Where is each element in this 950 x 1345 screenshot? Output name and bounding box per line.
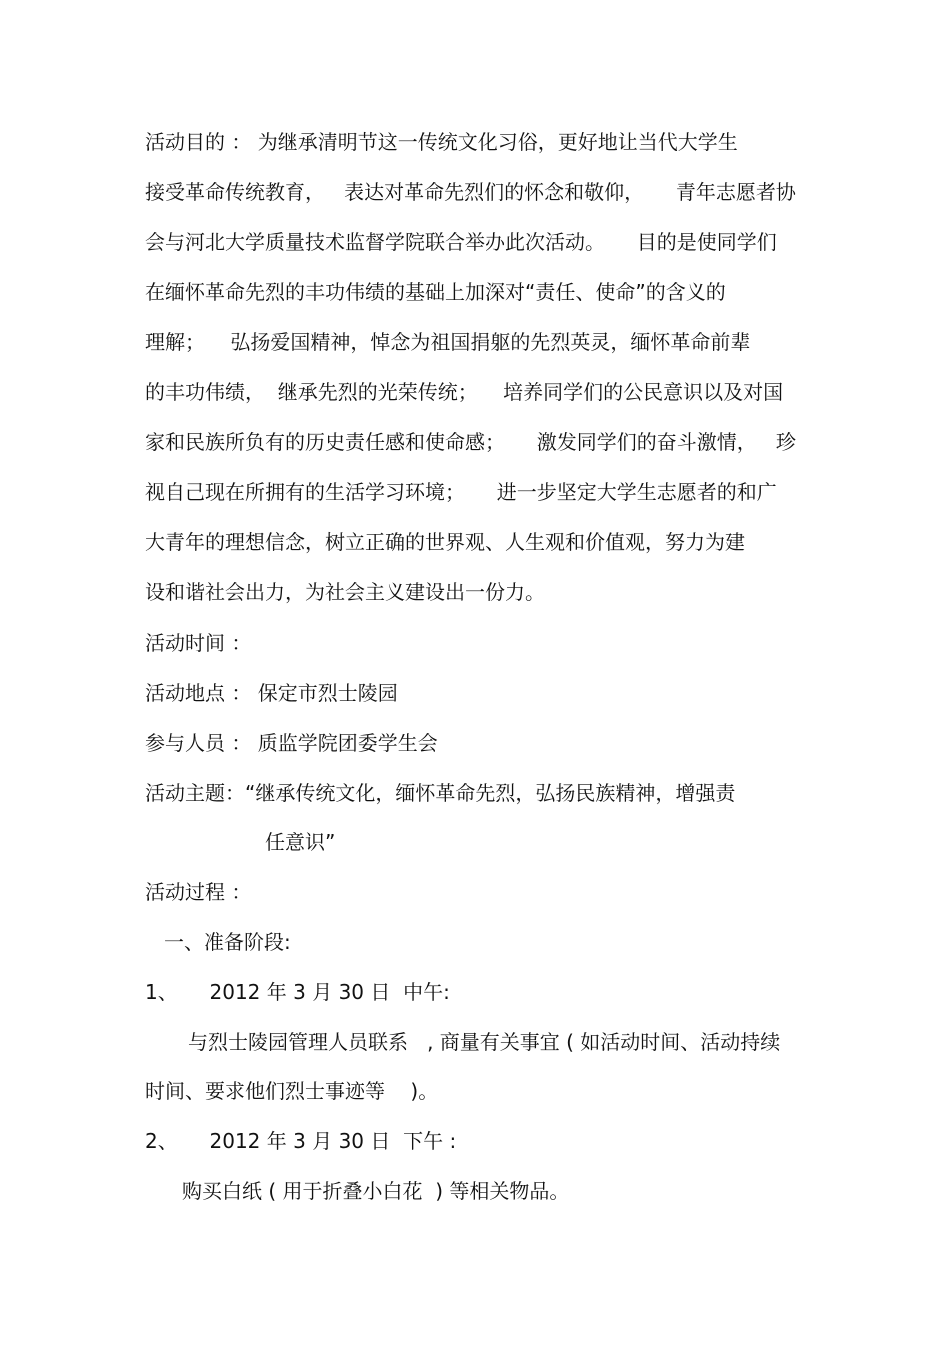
purpose-line-10: 设和谐社会出力，为社会主义建设出一份力。 [145,580,545,604]
step2-text: 购买白纸 ( 用于折叠小白花 ) 等相关物品。 [182,1179,570,1203]
stage-heading: 一、准备阶段: [164,930,291,954]
purpose-line-2: 接受革命传统教育， 表达对革命先烈们的怀念和敬仰， 青年志愿者协 [145,180,796,204]
purpose-line-3: 会与河北大学质量技术监督学院联合举办此次活动。 目的是使同学们 [145,230,777,254]
activity-time-label: 活动时间 ： [145,631,252,655]
purpose-line-5: 理解； 弘扬爱国精神，悼念为祖国捐躯的先烈英灵，缅怀革命前辈 [145,330,751,354]
theme-line-2: 任意识” [265,830,336,854]
theme-line-1: 活动主题：“继承传统文化，缅怀革命先烈，弘扬民族精神，增强责 [145,781,736,805]
step1-text-line-1: 与烈士陵园管理人员联系 , 商量有关事宜 ( 如活动时间、活动持续 [188,1030,781,1054]
step2-heading: 2、 2012 年 3 月 30 日 下午 : [145,1129,457,1153]
purpose-line-9: 大青年的理想信念，树立正确的世界观、人生观和价值观，努力为建 [145,530,745,554]
purpose-line-8: 视自己现在所拥有的生活学习环境； 进一步坚定大学生志愿者的和广 [145,480,777,504]
activity-location-line: 活动地点 ： 保定市烈士陵园 [145,681,398,705]
purpose-line-4: 在缅怀革命先烈的丰功伟绩的基础上加深对“责任、使命”的含义的 [145,280,726,304]
step1-heading: 1、 2012 年 3 月 30 日 中午: [145,980,450,1004]
purpose-line-1: 活动目的 ： 为继承清明节这一传统文化习俗，更好地让当代大学生 [145,130,738,154]
participants-line: 参与人员 ： 质监学院团委学生会 [145,731,438,755]
process-label: 活动过程 ： [145,880,252,904]
purpose-line-7: 家和民族所负有的历史责任感和使命感； 激发同学们的奋斗激情， 珍 [145,430,796,454]
purpose-line-6: 的丰功伟绩， 继承先烈的光荣传统； 培养同学们的公民意识以及对国 [145,380,784,404]
step1-text-line-2: 时间、要求他们烈士事迹等 )。 [145,1079,439,1103]
